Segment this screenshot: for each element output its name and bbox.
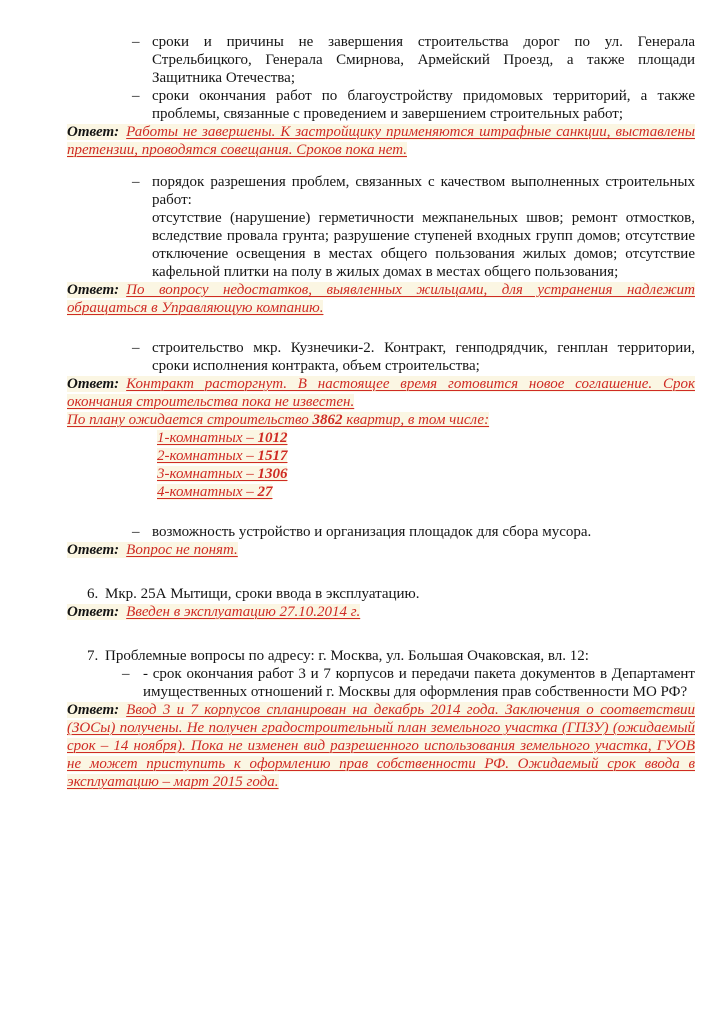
answer-q7 [67,701,695,791]
apartment-row-3-label: 3-комнатных – [157,466,258,482]
answer-kuznechiki [67,375,695,411]
bullet-quality-issues [67,173,695,209]
bullet-dash: – [132,340,140,356]
answer-label: Ответ: [67,376,120,392]
bullet-kuznechiki [67,339,695,375]
apartment-row-2-label: 2-комнатных – [157,448,258,464]
bullet-roads-deadlines [67,33,695,87]
bullet-q7-deadline-text: - срок окончания работ 3 и 7 корпусов и передачи пакета документов в Департамент имущественных отношений г. Москвы для оформления прав собственности МО РФ? [143,666,695,700]
apartment-row-1-value: 1012 [257,430,288,446]
question-7-number: 7. [87,648,99,664]
answer-kuznechiki-text: Контракт расторгнут. В настоящее время готовится новое соглашение. Срок окончания строительства пока не известен. [67,376,695,410]
answer-roads-text: Работы не завершены. К застройщику применяются штрафные санкции, выставлены претензии, проводятся совещания. Сроков пока нет. [67,124,695,158]
answer-q6-text: Введен в эксплуатацию 27.10.2014 г. [126,604,361,620]
apartment-row-3-value: 1306 [257,466,288,482]
bullet-quality-issues-text: порядок разрешения проблем, связанных с качеством выполненных строительных работ: [152,174,695,208]
bullet-quality-details-text: отсутствие (нарушение) герметичности межпанельных швов; ремонт отмостков, вследствие провала грунта; разрушение ступеней входных групп домов; отсутствие отключение освещения в местах общего пользования жилых домов; отсутствие кафельной плитки на полу в жилых домах в местах общего пользования; [152,210,695,280]
answer-q7-text: Ввод 3 и 7 корпусов спланирован на декабрь 2014 года. Заключения о соответствии (ЗОСы) получены. Не получен градостроительный план земельного участка (ГПЗУ) (ожидаемый срок – 14 ноября). Пока не изменен вид разрешенного использования земельного участка, ГУОВ не может приступить к оформлению прав собственности РФ. Ожидаемый срок ввода в эксплуатацию – март 2015 года. [67,702,695,790]
plan-suffix: квартир, в том числе: [342,412,490,428]
question-7 [67,647,695,665]
apartment-row-4 [67,483,695,501]
answer-quality [67,281,695,317]
answer-label: Ответ: [67,124,120,140]
answer-label: Ответ: [67,282,120,298]
bullet-trash-areas [67,523,695,541]
question-6-number: 6. [87,586,99,602]
bullet-dash: – [132,88,140,104]
bullet-trash-areas-text: возможность устройство и организация площадок для сбора мусора. [152,524,592,540]
apartment-row-4-label: 4-комнатных – [157,484,258,500]
answer-trash [67,541,695,559]
bullet-dash: – [132,174,140,190]
apartment-row-1 [67,429,695,447]
plan-prefix: По плану ожидается строительство [67,412,313,428]
answer-roads [67,123,695,159]
bullet-kuznechiki-text: строительство мкр. Кузнечики-2. Контракт, генподрядчик, генплан территории, сроки исполнения контракта, объем строительства; [152,340,695,374]
bullet-improvement-works-text: сроки окончания работ по благоустройству придомовых территорий, а также проблемы, связанные с проведением и завершением строительных работ; [152,88,695,122]
apartment-row-3 [67,465,695,483]
answer-label: Ответ: [67,604,120,620]
bullet-quality-issues-details [67,209,695,281]
bullet-improvement-works [67,87,695,123]
answer-q6 [67,603,695,621]
answer-label: Ответ: [67,542,120,558]
question-6-text: Мкр. 25А Мытищи, сроки ввода в эксплуатацию. [105,586,420,602]
bullet-q7-deadline [67,665,695,701]
question-7-text: Проблемные вопросы по адресу: г. Москва, ул. Большая Очаковская, вл. 12: [105,648,589,664]
question-6 [67,585,695,603]
plan-total-value: 3862 [312,412,343,428]
bullet-roads-deadlines-text: сроки и причины не завершения строительства дорог по ул. Генерала Стрельбицкого, Генерала Смирнова, Армейский Проезд, а также площади Защитника Отечества; [152,34,695,86]
answer-trash-text: Вопрос не понят. [126,542,238,558]
apartment-row-2-value: 1517 [257,448,288,464]
bullet-dash: – [122,666,130,682]
apartment-row-4-value: 27 [257,484,273,500]
bullet-dash: – [132,524,140,540]
answer-quality-text: По вопросу недостатков, выявленных жильцами, для устранения надлежит обращаться в Управляющую компанию. [67,282,695,316]
bullet-dash: – [132,34,140,50]
apartment-row-2 [67,447,695,465]
answer-label: Ответ: [67,702,120,718]
answer-plan-total [67,411,695,429]
apartment-row-1-label: 1-комнатных – [157,430,258,446]
